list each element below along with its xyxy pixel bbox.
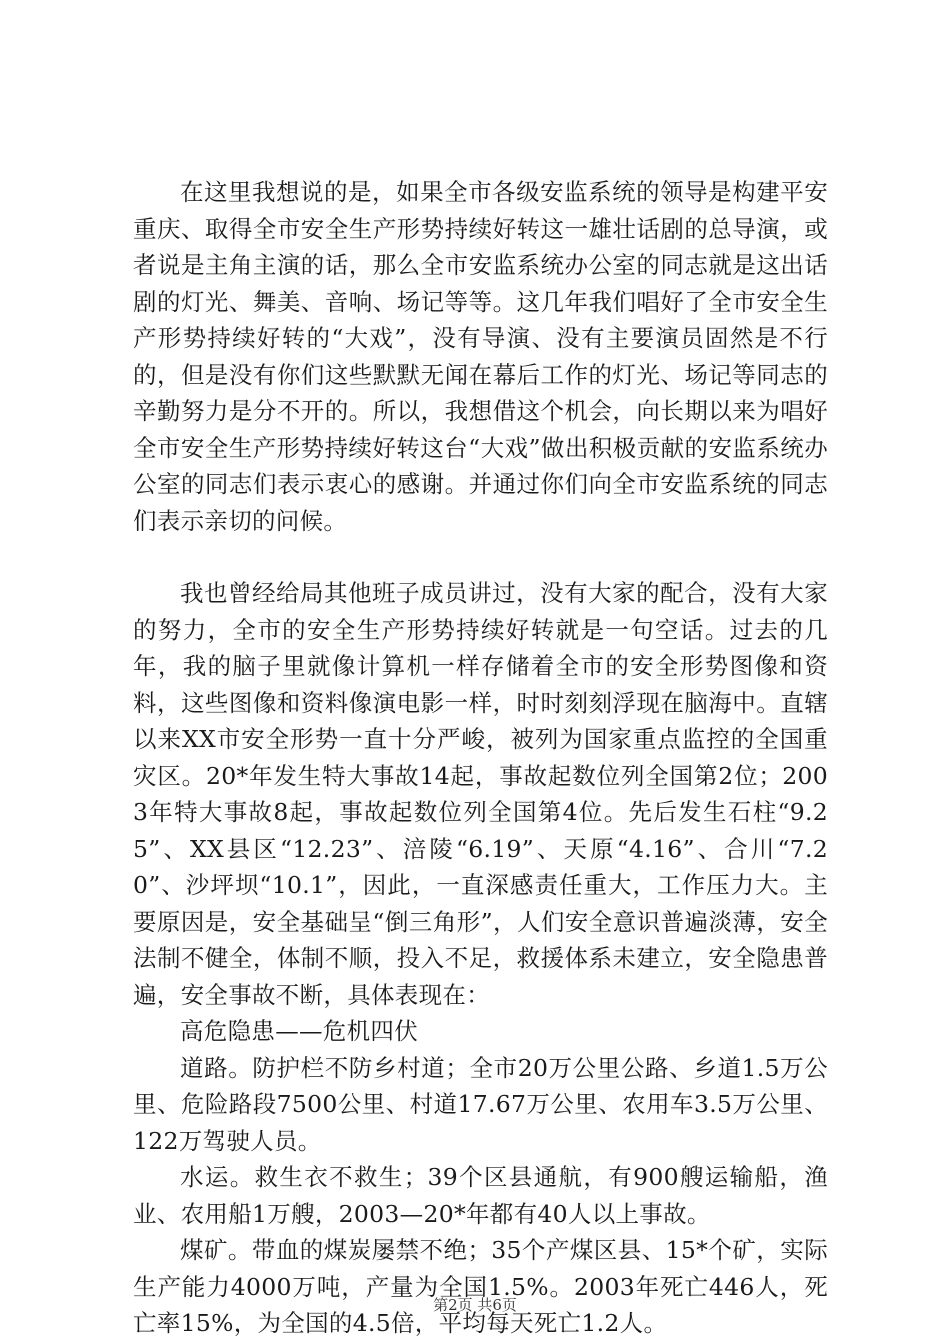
paragraph-spacer [133,539,828,575]
paragraph-coal-mines: 煤矿。带血的煤炭屡禁不绝；35个产煤区县、15*个矿，实际生产能力4000万吨，产量为全国1.5%。2003年死亡446人，死亡率15%，为全国的4.5倍，平均每天死亡1.2人。 [133,1236,828,1337]
paragraph-safety-situation: 我也曾经给局其他班子成员讲过，没有大家的配合，没有大家的努力，全市的安全生产形势持续好转就是一句空话。过去的几年，我的脑子里就像计算机一样存储着全市的安全形势图像和资料，这些图像和资料像演电影一样，时时刻刻浮现在脑海中。直辖以来XX市安全形势一直十分严峻，被列为国家重点监控的全国重灾区。20*年发生特大事故14起，事故起数位列全国第2位；2003年特大事故8起，事故起数位列全国第4位。先后发生石柱“9.25”、XX县区“12.23”、涪陵“6.19”、天原“4.16”、合川“7.20”、沙坪坝“10.1”，因此，一直深感责任重大，工作压力大。主要原因是，安全基础呈“倒三角形”，人们安全意识普遍淡薄，安全法制不健全，体制不顺，投入不足，救援体系未建立，安全隐患普遍，安全事故不断，具体表现在： [133,579,828,1009]
document-body [133,174,828,1342]
paragraph-acknowledgement: 在这里我想说的是，如果全市各级安监系统的领导是构建平安重庆、取得全市安全生产形势持续好转这一雄壮话剧的总导演，或者说是主角主演的话，那么全市安监系统办公室的同志就是这出话剧的灯光、舞美、音响、场记等等。这几年我们唱好了全市安全生产形势持续好转的“大戏”，没有导演、没有主要演员固然是不行的，但是没有你们这些默默无闻在幕后工作的灯光、场记等同志的辛勤努力是分不开的。所以，我想借这个机会，向长期以来为唱好全市安全生产形势持续好转这台“大戏”做出积极贡献的安监系统办公室的同志们表示衷心的感谢。并通过你们向全市安监系统的同志们表示亲切的问候。 [133,178,828,535]
page-number-footer: 第2页 共6页 [433,1296,517,1314]
section-heading-hazards: 高危隐患——危机四伏 [180,1017,418,1045]
paragraph-water-transport: 水运。救生衣不救生；39个区县通航，有900艘运输船，渔业、农用船1万艘，2003—20*年都有40人以上事故。 [133,1163,828,1228]
paragraph-roads: 道路。防护栏不防乡村道；全市20万公里公路、乡道1.5万公里、危险路段7500公里、村道17.67万公里、农用车3.5万公里、122万驾驶人员。 [133,1053,828,1155]
